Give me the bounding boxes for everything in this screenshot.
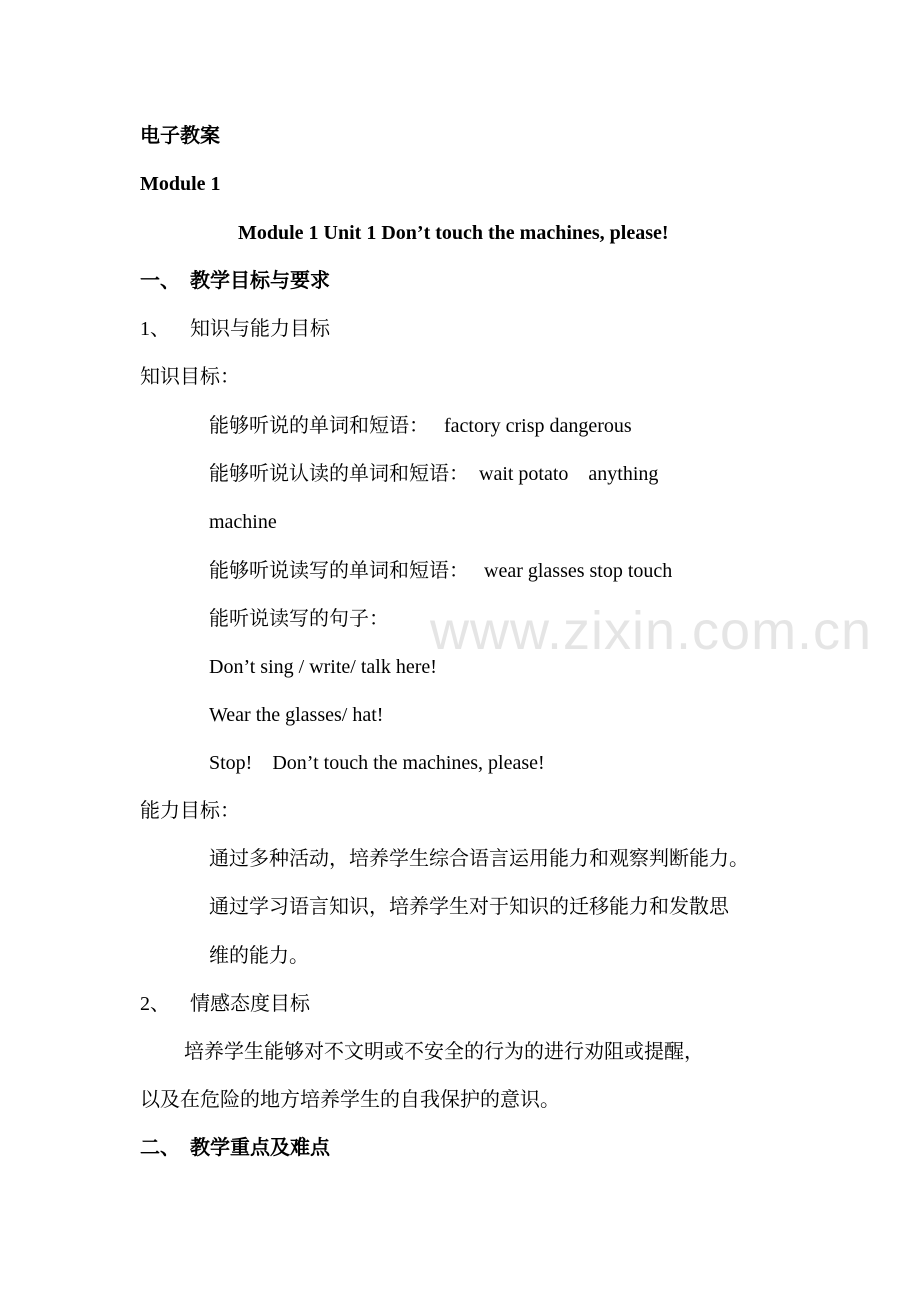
knowledge-line-8: Stop! Don’t touch the machines, please! <box>209 752 545 774</box>
emotion-line-1: 培养学生能够对不文明或不安全的行为的进行劝阻或提醒， <box>184 1041 704 1063</box>
ability-line-2: 通过学习语言知识，培养学生对于知识的迁移能力和发散思 <box>209 896 729 918</box>
ability-goals-label: 能力目标： <box>140 800 240 822</box>
module-label: Module 1 <box>140 173 221 195</box>
subsection-knowledge-ability: 1、 知识与能力目标 <box>140 318 330 340</box>
subsection-emotion-attitude: 2、 情感态度目标 <box>140 993 310 1015</box>
knowledge-line-6: Don’t sing / write/ talk here! <box>209 656 437 678</box>
knowledge-line-4: 能够听说读写的单词和短语： wear glasses stop touch <box>209 560 673 582</box>
knowledge-line-7: Wear the glasses/ hat! <box>209 704 384 726</box>
knowledge-goals-label: 知识目标： <box>140 366 240 388</box>
ability-line-3: 维的能力。 <box>209 945 309 967</box>
watermark: www.zixin.com.cn <box>430 601 873 661</box>
knowledge-line-5: 能听说读写的句子： <box>209 608 389 630</box>
knowledge-line-2: 能够听说认读的单词和短语： wait potato anything <box>209 463 659 485</box>
section-heading-objectives: 一、 教学目标与要求 <box>140 270 330 292</box>
document-heading: 电子教案 <box>140 125 220 147</box>
knowledge-line-3: machine <box>209 511 277 533</box>
lesson-title: Module 1 Unit 1 Don’t touch the machines, please! <box>238 222 669 244</box>
emotion-line-2: 以及在危险的地方培养学生的自我保护的意识。 <box>140 1089 560 1111</box>
knowledge-line-1: 能够听说的单词和短语： factory crisp dangerous <box>209 415 632 437</box>
section-heading-key-points: 二、 教学重点及难点 <box>140 1137 330 1159</box>
ability-line-1: 通过多种活动，培养学生综合语言运用能力和观察判断能力。 <box>209 848 749 870</box>
